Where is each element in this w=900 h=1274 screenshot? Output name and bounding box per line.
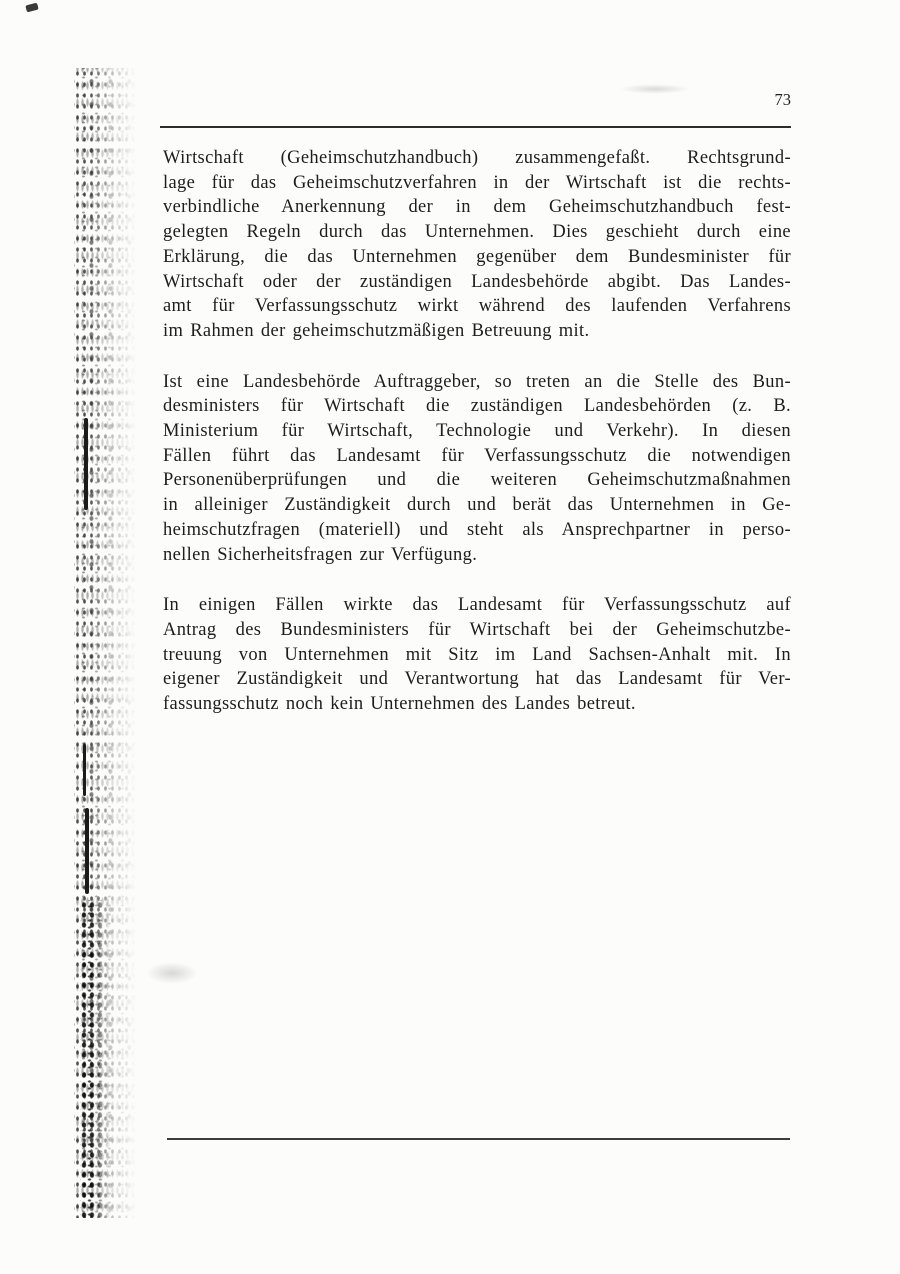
footer-rule xyxy=(167,1138,790,1140)
text-line: In einigen Fällen wirkte das Landesamt für Verfassungsschutz auf xyxy=(163,595,791,616)
text-line: im Rahmen der geheimschutzmäßigen Betreuung mit. xyxy=(163,320,590,341)
text-line: heimschutzfragen (materiell) und steht als Ansprechpartner in perso- xyxy=(163,519,791,540)
text-line: Personenüberprüfungen und die weiteren Geheimschutzmaßnahmen xyxy=(163,470,791,491)
text-line: Ministerium für Wirtschaft, Technologie und Verkehr). In diesen xyxy=(163,421,791,442)
text-line: Antrag des Bundesministers für Wirtschaft bei der Geheimschutzbe- xyxy=(163,619,791,640)
text-line: lage für das Geheimschutzverfahren in der Wirtschaft ist die rechts- xyxy=(163,172,791,193)
page-text-block xyxy=(163,146,791,743)
header-rule xyxy=(160,126,791,128)
text-line: nellen Sicherheitsfragen zur Verfügung. xyxy=(163,544,478,565)
text-line: treuung von Unternehmen mit Sitz im Land Sachsen-Anhalt mit. In xyxy=(163,644,791,665)
margin-mark-bar-3 xyxy=(85,808,89,894)
margin-mark-bar-2 xyxy=(83,744,86,796)
text-line: verbindliche Anerkennung der in dem Geheimschutzhandbuch fest- xyxy=(163,197,791,218)
text-line: Ist eine Landesbehörde Auftraggeber, so treten an die Stelle des Bun- xyxy=(163,371,791,392)
scan-noise-bottom-left xyxy=(80,900,110,1220)
text-line: eigener Zuständigkeit und Verantwortung hat das Landesamt für Ver- xyxy=(163,669,791,690)
paragraph xyxy=(163,593,791,717)
margin-mark-bar-1 xyxy=(84,418,88,510)
scan-smudge xyxy=(146,962,198,984)
text-line: fassungsschutz noch kein Unternehmen des Landes betreut. xyxy=(163,694,636,715)
text-line: in alleiniger Zuständigkeit durch und berät das Unternehmen in Ge- xyxy=(163,495,791,516)
text-line: Fällen führt das Landesamt für Verfassungsschutz die notwendigen xyxy=(163,445,791,466)
text-line: gelegten Regeln durch das Unternehmen. Dies geschieht durch eine xyxy=(163,222,791,243)
paragraph xyxy=(163,370,791,568)
text-line: Wirtschaft oder der zuständigen Landesbehörde abgibt. Das Landes- xyxy=(163,271,791,292)
paragraph xyxy=(163,146,791,344)
text-line: Wirtschaft (Geheimschutzhandbuch) zusammengefaßt. Rechtsgrund- xyxy=(163,148,791,168)
scan-corner-mark xyxy=(25,3,38,13)
text-line: Erklärung, die das Unternehmen gegenüber dem Bundesminister für xyxy=(163,246,791,267)
text-line: desministers für Wirtschaft die zuständigen Landesbehörden (z. B. xyxy=(163,396,791,417)
text-line: amt für Verfassungsschutz wirkt während des laufenden Verfahrens xyxy=(163,296,791,317)
page-number: 73 xyxy=(774,90,791,109)
